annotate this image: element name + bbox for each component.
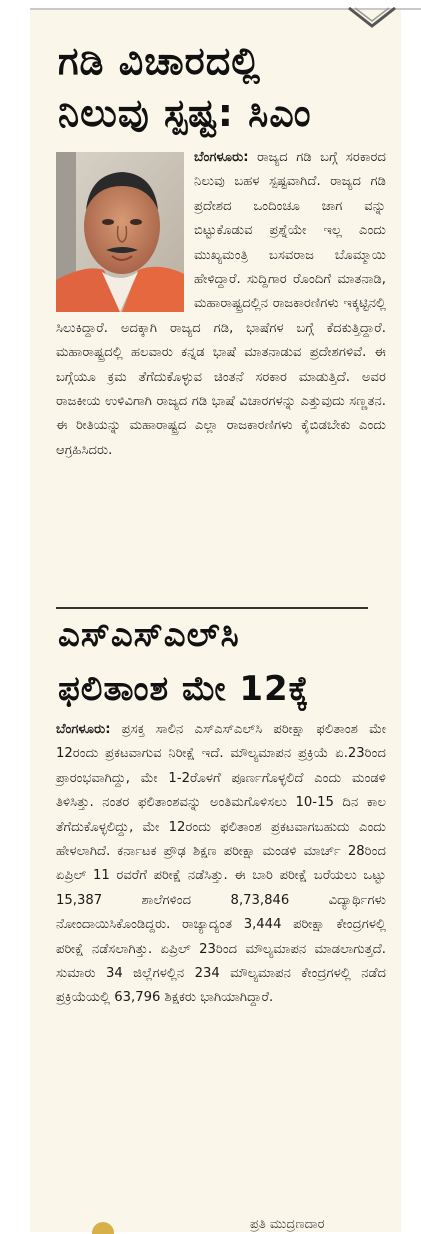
article1-headline-line2: ನಿಲುವು ಸ್ಪಷ್ಟ: ಸಿಎಂ [58, 91, 312, 135]
footer-snippet: ಪ್ರತಿ ಮುದ್ರಣದಾರ [250, 1217, 325, 1232]
article2-dateline: ಬೆಂಗಳೂರು: [56, 722, 111, 737]
politician-photo [56, 152, 184, 312]
article1-text: ರಾಜ್ಯದ ಗಡಿ ಬಗ್ಗೆ ಸರಕಾರದ ನಿಲುವು ಬಹಳ ಸ್ಪಷ್ಟವಾಗಿದೆ. ರಾಜ್ಯದ ಗಡಿ ಪ್ರದೇಶದ ಒಂದಿಂಚೂ ಜಾಗ ವನ್ನು ಬಿಟ್ಟುಕೊಡುವ ಪ್ರಶ್ನೆಯೇ ಇಲ್ಲ ಎಂದು ಮುಖ್ಯಮಂತ್ರಿ ಬಸವರಾಜ ಬೊಮ್ಮಾಯಿ ಹೇಳಿದ್ದಾರೆ. ಸುದ್ದಿಗಾರ ರೊಂದಿಗೆ ಮಾತನಾಡಿ, ಮಹಾರಾಷ್ಟ್ರದಲ್ಲಿನ ರಾಜಕಾರಣಿಗಳು ಇಕ್ಕಟ್ಟಿನಲ್ಲಿ ಸಿಲುಕಿದ್ದಾರೆ. ಅದಕ್ಕಾಗಿ ರಾಜ್ಯದ ಗಡಿ, ಭಾಷೆಗಳ ಬಗ್ಗೆ ಕೆದಕುತ್ತಿದ್ದಾರೆ. ಮಹಾರಾಷ್ಟ್ರದಲ್ಲಿ ಹಲವಾರು ಕನ್ನಡ ಭಾಷೆ ಮಾತನಾಡುವ ಪ್ರದೇಶಗಳಿವೆ. ಈ ಬಗ್ಗೆಯೂ ಕ್ರಮ ತೆಗೆದುಕೊಳ್ಳುವ ಚಿಂತನೆ ಸರಕಾರ ಮಾಡುತ್ತಿದೆ. ಅವರ ರಾಜಕೀಯ ಉಳಿವಿಗಾಗಿ ರಾಜ್ಯದ ಗಡಿ ಭಾಷೆ ವಿಚಾರಗಳನ್ನು ಎತ್ತುವುದು ಸಣ್ಣತನ. ಈ ರೀತಿಯನ್ನು ಮಹಾರಾಷ್ಟ್ರದ ಎಲ್ಲಾ ರಾಜಕಾರಣಿಗಳು ಕೈಬಿಡಬೇಕು ಎಂದು ಆಗ್ರಹಿಸಿದರು. [56, 150, 386, 458]
article1-body [56, 146, 386, 463]
article2-text: ಪ್ರಸಕ್ತ ಸಾಲಿನ ಎಸ್‌ಎಸ್‌ಎಲ್‌ಸಿ ಪರೀಕ್ಷಾ ಫಲಿತಾಂಶ ಮೇ 12ರಂದು ಪ್ರಕಟವಾಗುವ ನಿರೀಕ್ಷೆ ಇದೆ. ಮೌಲ್ಯಮಾಪನ ಪ್ರಕ್ರಿಯೆ ಏ.23ರಿಂದ ಪ್ರಾರಂಭವಾಗಿದ್ದು, ಮೇ 1-2ರೊಳಗೆ ಪೂರ್ಣಗೊಳ್ಳಲಿದೆ ಎಂದು ಮಂಡಳಿ ತಿಳಿಸಿತ್ತು. ನಂತರ ಫಲಿತಾಂಶವನ್ನು ಅಂತಿಮಗೊಳಿಸಲು 10-15 ದಿನ ಕಾಲ ತೆಗೆದುಕೊಳ್ಳಲಿದ್ದು, ಮೇ 12ರಂದು ಫಲಿತಾಂಶ ಪ್ರಕಟವಾಗಬಹುದು ಎಂದು ಹೇಳಲಾಗಿದೆ. ಕರ್ನಾಟಕ ಪ್ರೌಢ ಶಿಕ್ಷಣ ಪರೀಕ್ಷಾ ಮಂಡಳಿ ಮಾರ್ಚ್ 28ರಿಂದ ಏಪ್ರಿಲ್ 11 ರವರೆಗೆ ಪರೀಕ್ಷೆ ನಡೆಸಿತ್ತು. ಈ ಬಾರಿ ಪರೀಕ್ಷೆ ಬರೆಯಲು ಒಟ್ಟು 15,387 ಶಾಲೆಗಳಿಂದ 8,73,846 ವಿದ್ಯಾರ್ಥಿಗಳು ನೋಂದಾಯಿಸಿಕೊಂಡಿದ್ದರು. ರಾಜ್ಯಾದ್ಯಂತ 3,444 ಪರೀಕ್ಷಾ ಕೇಂದ್ರಗಳಲ್ಲಿ ಪರೀಕ್ಷೆ ನಡೆಸಲಾಗಿತ್ತು. ಏಪ್ರಿಲ್ 23ರಿಂದ ಮೌಲ್ಯಮಾಪನ ಮಾಡಲಾಗುತ್ತದೆ. ಸುಮಾರು 34 ಜಿಲ್ಲೆಗಳಲ್ಲಿನ 234 ಮೌಲ್ಯಮಾಪನ ಕೇಂದ್ರಗಳಲ್ಲಿ ನಡೆದ ಪ್ರಕ್ರಿಯೆಯಲ್ಲಿ 63,796 ಶಿಕ್ಷಕರು ಭಾಗಿಯಾಗಿದ್ದಾರೆ. [56, 722, 386, 1006]
article2-headline [58, 608, 388, 716]
article2-headline-line2: ಫಲಿತಾಂಶ ಮೇ 12ಕ್ಕೆ [58, 669, 310, 709]
article1-headline [58, 35, 388, 139]
article2-headline-line1: ಎಸ್‌ಎಸ್‌ಎಲ್‌ಸಿ [58, 615, 240, 655]
article1-headline-line1: ಗಡಿ ವಿಚಾರದಲ್ಲಿ [58, 39, 261, 83]
article1-dateline: ಬೆಂಗಳೂರು: [194, 150, 249, 165]
chevron-down-icon[interactable] [345, 4, 399, 30]
article2-body [56, 718, 386, 1011]
